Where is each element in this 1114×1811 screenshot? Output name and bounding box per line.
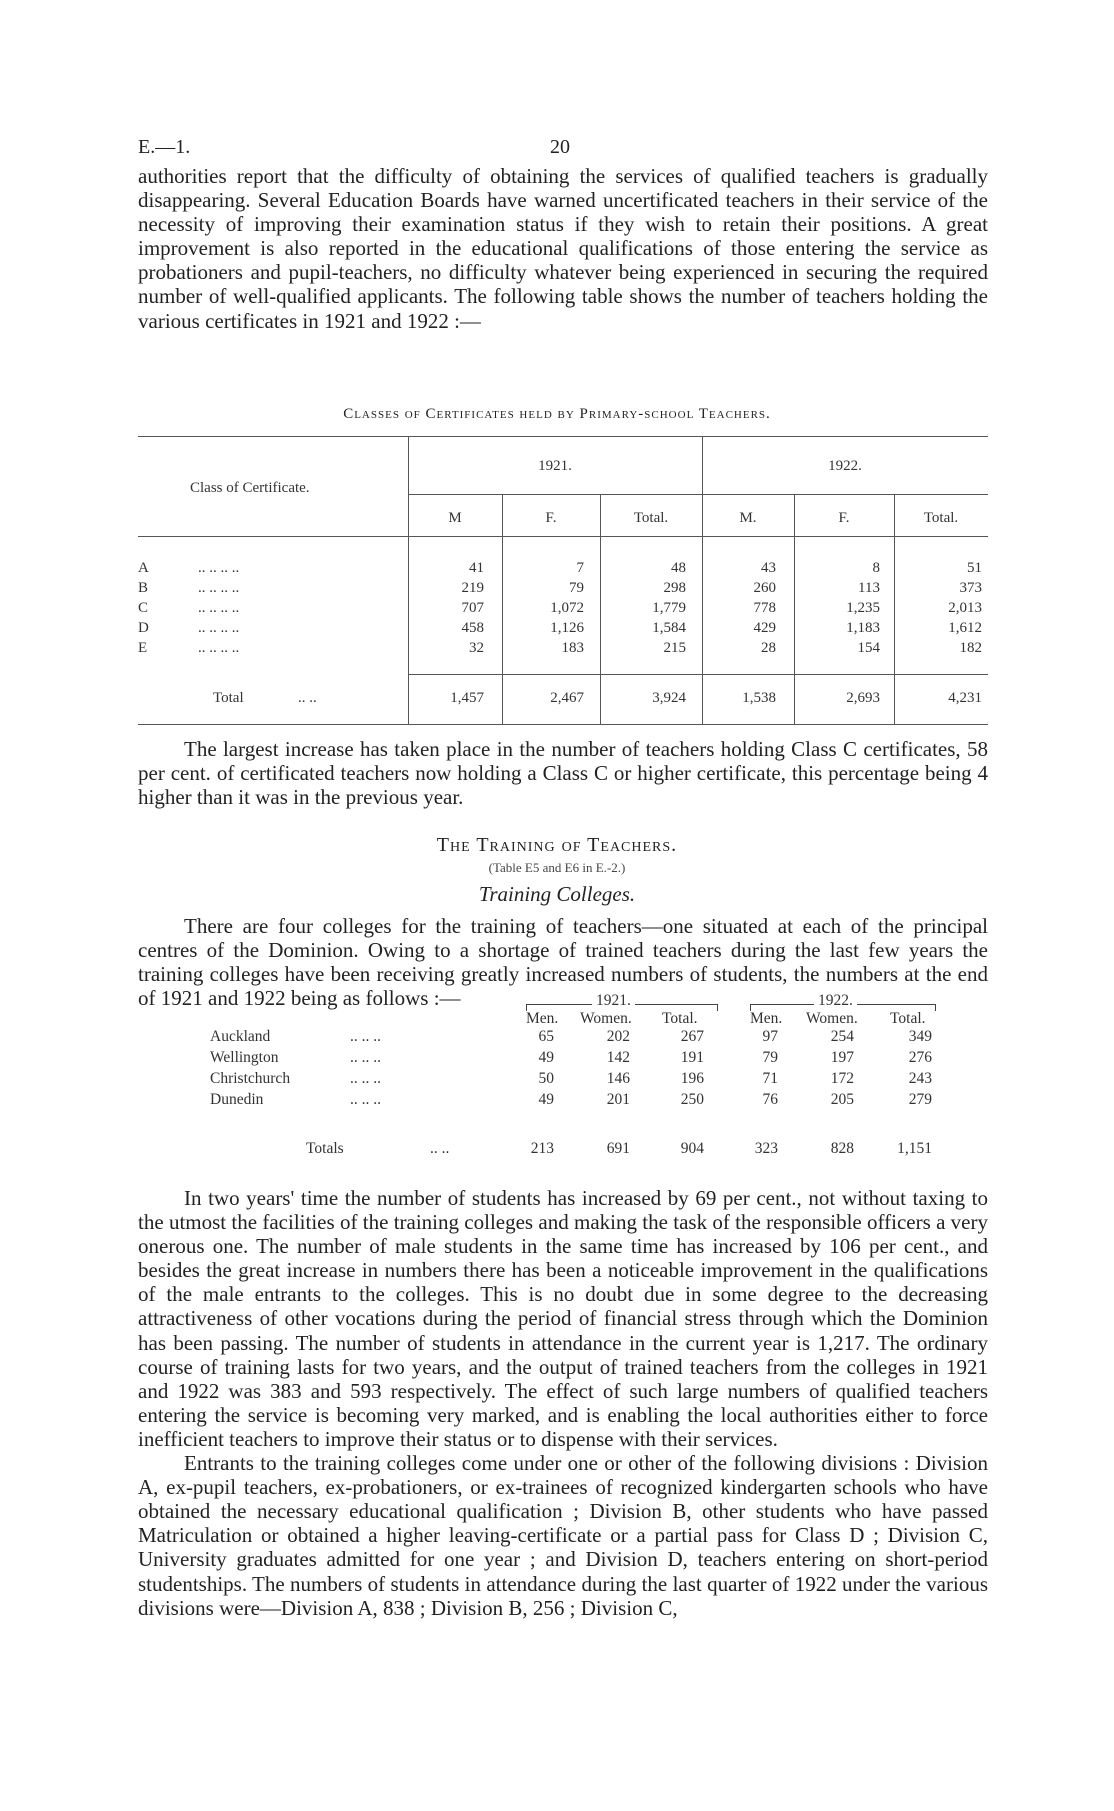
table-cell: 28 — [761, 640, 776, 656]
col-header-women-1922: Women. — [806, 1010, 858, 1027]
row-label: C — [138, 600, 149, 616]
total-cell: 213 — [530, 1140, 554, 1157]
table-cell: 1,235 — [846, 600, 880, 616]
col-header-men-1922: Men. — [750, 1010, 783, 1027]
year-header-1922: 1922. — [814, 992, 857, 1010]
table-cell: 219 — [461, 580, 484, 596]
body-paragraphs — [138, 1186, 988, 1620]
table-rule-year — [408, 494, 988, 495]
year-header-1922: 1922. — [828, 458, 862, 474]
table-cell: 429 — [753, 620, 776, 636]
table-cell: 142 — [606, 1049, 630, 1066]
table-cell: 373 — [959, 580, 982, 596]
table-cell: 76 — [762, 1091, 778, 1108]
section-title: The Training of Teachers. — [436, 834, 678, 856]
table-cell: 1,126 — [550, 620, 584, 636]
table-cell: 276 — [908, 1049, 932, 1066]
year-header-1921: 1921. — [592, 992, 635, 1010]
table-cell: 1,779 — [652, 600, 686, 616]
table-cell: 97 — [762, 1028, 778, 1045]
table-cell: 1,072 — [550, 600, 584, 616]
table-cell: 202 — [606, 1028, 630, 1045]
row-label: D — [138, 620, 149, 636]
paragraph-text: authorities report that the difficulty of obtaining the services of qualified teachers is gradually disappearing. Several Education Boards have warned uncertificated teachers in their service of the necessity of improving their examination status if they wish to retain their positions. A great improvement is also reported in the educational qualifications of those entering the service as probationers and pupil-teachers, no difficulty whatever being experienced in securing the required number of well-qualified applicants. The following table shows the number of teachers holding the various certificates in 1921 and 1922 :— — [138, 164, 988, 333]
total-cell: 828 — [830, 1140, 854, 1157]
row-label: E — [138, 640, 148, 656]
table-cell: 7 — [576, 560, 584, 576]
document-reference: E.—1. — [138, 136, 191, 158]
table-cell: 172 — [830, 1070, 854, 1087]
class-column-header: Class of Certificate. — [190, 480, 310, 496]
certificates-table — [138, 436, 988, 728]
table-rule-bottom — [138, 724, 988, 725]
college-label: Dunedin — [210, 1091, 264, 1108]
table-cell: 79 — [762, 1049, 778, 1066]
table-cell: 79 — [569, 580, 584, 596]
table-rule-top — [138, 436, 988, 437]
table-cell: 182 — [959, 640, 982, 656]
increase-paragraph — [138, 737, 988, 809]
table-cell: 183 — [561, 640, 584, 656]
col-header-m-1921: M — [448, 510, 462, 526]
table-cell: 196 — [680, 1070, 704, 1087]
row-leader-dots: .. .. — [430, 1140, 450, 1157]
table-cell: 49 — [538, 1049, 554, 1066]
table-cell: 349 — [908, 1028, 932, 1045]
row-label: B — [138, 580, 149, 596]
col-header-total-1922: Total. — [923, 510, 959, 526]
col-header-women-1921: Women. — [580, 1010, 632, 1027]
table-cell: 1,183 — [846, 620, 880, 636]
total-cell: 904 — [680, 1140, 704, 1157]
table-cell: 51 — [967, 560, 982, 576]
table-cell: 32 — [469, 640, 484, 656]
table-cell: 778 — [753, 600, 776, 616]
col-header-total-1921: Total. — [662, 1010, 698, 1027]
college-label: Christchurch — [210, 1070, 291, 1087]
table-cell: 201 — [606, 1091, 630, 1108]
table-cell: 458 — [461, 620, 484, 636]
intro-paragraph — [138, 164, 988, 333]
row-leader-dots: .. .. .. .. — [198, 640, 240, 656]
table-cell: 1,612 — [948, 620, 982, 636]
paragraph-text: In two years' time the number of students has increased by 69 per cent., not without taxing to the utmost the facilities of the training colleges and making the task of the responsible officers a very onerous one. The number of male students in the same time has increased by 106 per cent., and besides the great increase in numbers there has been a noticeable improvement in the qualifications of the male entrants to the colleges. This is no doubt due in some degree to the decreasing attractiveness of other vocations during the period of financial stress through which the Dominion has been passing. The number of students in attendance in the current year is 1,217. The ordinary course of training lasts for two years, and the output of trained teachers from the colleges in 1921 and 1922 was 383 and 593 respectively. The effect of such large numbers of qualified teachers entering the service is becoming very marked, and is enabling the local authorities either to force inefficient teachers to improve their status or to dispense with their services. — [138, 1186, 988, 1451]
table-cell: 146 — [606, 1070, 630, 1087]
training-colleges-table — [210, 992, 990, 1182]
table-rule-subtotal — [408, 674, 988, 675]
table-cell: 48 — [671, 560, 686, 576]
college-label: Auckland — [210, 1028, 271, 1045]
table-rule-header — [138, 536, 988, 537]
table-cell: 65 — [538, 1028, 554, 1045]
table-cell: 260 — [753, 580, 776, 596]
row-leader-dots: .. .. .. .. — [198, 620, 240, 636]
total-cell: 1,538 — [742, 690, 776, 706]
col-header-total-1921: Total. — [633, 510, 669, 526]
table-cell: 215 — [663, 640, 686, 656]
table-cell: 50 — [538, 1070, 554, 1087]
table-cell: 250 — [680, 1091, 704, 1108]
total-row-label: Total — [213, 690, 244, 706]
col-header-total-1922: Total. — [890, 1010, 926, 1027]
total-cell: 4,231 — [948, 690, 982, 706]
table-cell: 1,584 — [652, 620, 686, 636]
table-cell: 254 — [830, 1028, 854, 1045]
table-cell: 191 — [680, 1049, 704, 1066]
paragraph-text: There are four colleges for the training of teachers—one situated at each of the principal centres of the Dominion. Owing to a shortage of trained teachers during the last few years the training colleges have been receiving greatly increased numbers of students, the numbers at the end of 1921 and 1922 being as follows :— — [138, 914, 988, 1011]
paragraph-text: Entrants to the training colleges come under one or other of the following divisions : Division A, ex-pupil teachers, ex-probationers, or ex-trainees of recognized kindergarten schools who have obtained the necessary educational qualification ; Division B, other students who have passed Matriculation or obtained a higher leaving-certificate or a partial pass for Class D ; Division C, University graduates admitted for one year ; and Division D, teachers entering on short-period studentships. The numbers of students in attendance during the last quarter of 1922 under the various divisions were—Division A, 838 ; Division B, 256 ; Division C, — [138, 1451, 988, 1620]
row-leader-dots: .. .. .. .. — [198, 600, 240, 616]
total-cell: 1,151 — [897, 1140, 932, 1157]
college-label: Wellington — [210, 1049, 279, 1066]
total-cell: 3,924 — [652, 690, 686, 706]
year-header-1921: 1921. — [538, 458, 572, 474]
row-leader-dots: .. .. .. .. — [198, 580, 240, 596]
total-cell: 691 — [606, 1140, 630, 1157]
col-header-men-1921: Men. — [526, 1010, 559, 1027]
table-cell: 707 — [461, 600, 484, 616]
section-subtitle: Training Colleges. — [478, 882, 636, 906]
table-cell: 49 — [538, 1091, 554, 1108]
total-cell: 2,693 — [846, 690, 880, 706]
table-cell: 279 — [908, 1091, 932, 1108]
row-label: A — [138, 560, 149, 576]
page-number: 20 — [550, 136, 570, 158]
table-cell: 41 — [469, 560, 484, 576]
table-cell: 154 — [857, 640, 880, 656]
table-cell: 8 — [872, 560, 880, 576]
table-cell: 113 — [858, 580, 880, 596]
table-cell: 298 — [663, 580, 686, 596]
total-cell: 323 — [754, 1140, 778, 1157]
row-leader-dots: .. .. .. — [350, 1049, 381, 1066]
certificates-table-caption: Classes of Certificates held by Primary-school Teachers. — [343, 406, 771, 422]
total-row-label: Totals — [306, 1140, 344, 1157]
table-cell: 2,013 — [948, 600, 982, 616]
row-leader-dots: .. .. .. — [350, 1028, 381, 1045]
col-header-f-1921: F. — [545, 510, 557, 526]
table-cell: 43 — [761, 560, 776, 576]
table-cell: 197 — [830, 1049, 854, 1066]
row-leader-dots: .. .. .. .. — [198, 560, 240, 576]
paragraph-text: The largest increase has taken place in the number of teachers holding Class C certificates, 58 per cent. of certificated teachers now holding a Class C or higher certificate, this percentage being 4 higher than it was in the previous year. — [138, 737, 988, 810]
row-leader-dots: .. .. .. — [350, 1070, 381, 1087]
table-cell: 243 — [908, 1070, 932, 1087]
section-reference: (Table E5 and E6 in E.-2.) — [488, 860, 626, 875]
col-header-m-1922: M. — [739, 510, 757, 526]
col-header-f-1922: F. — [838, 510, 850, 526]
row-leader-dots: .. .. .. — [350, 1091, 381, 1108]
table-cell: 71 — [762, 1070, 778, 1087]
table-cell: 267 — [680, 1028, 704, 1045]
row-leader-dots: .. .. — [298, 690, 317, 706]
total-cell: 2,467 — [550, 690, 584, 706]
total-cell: 1,457 — [450, 690, 484, 706]
table-cell: 205 — [830, 1091, 854, 1108]
